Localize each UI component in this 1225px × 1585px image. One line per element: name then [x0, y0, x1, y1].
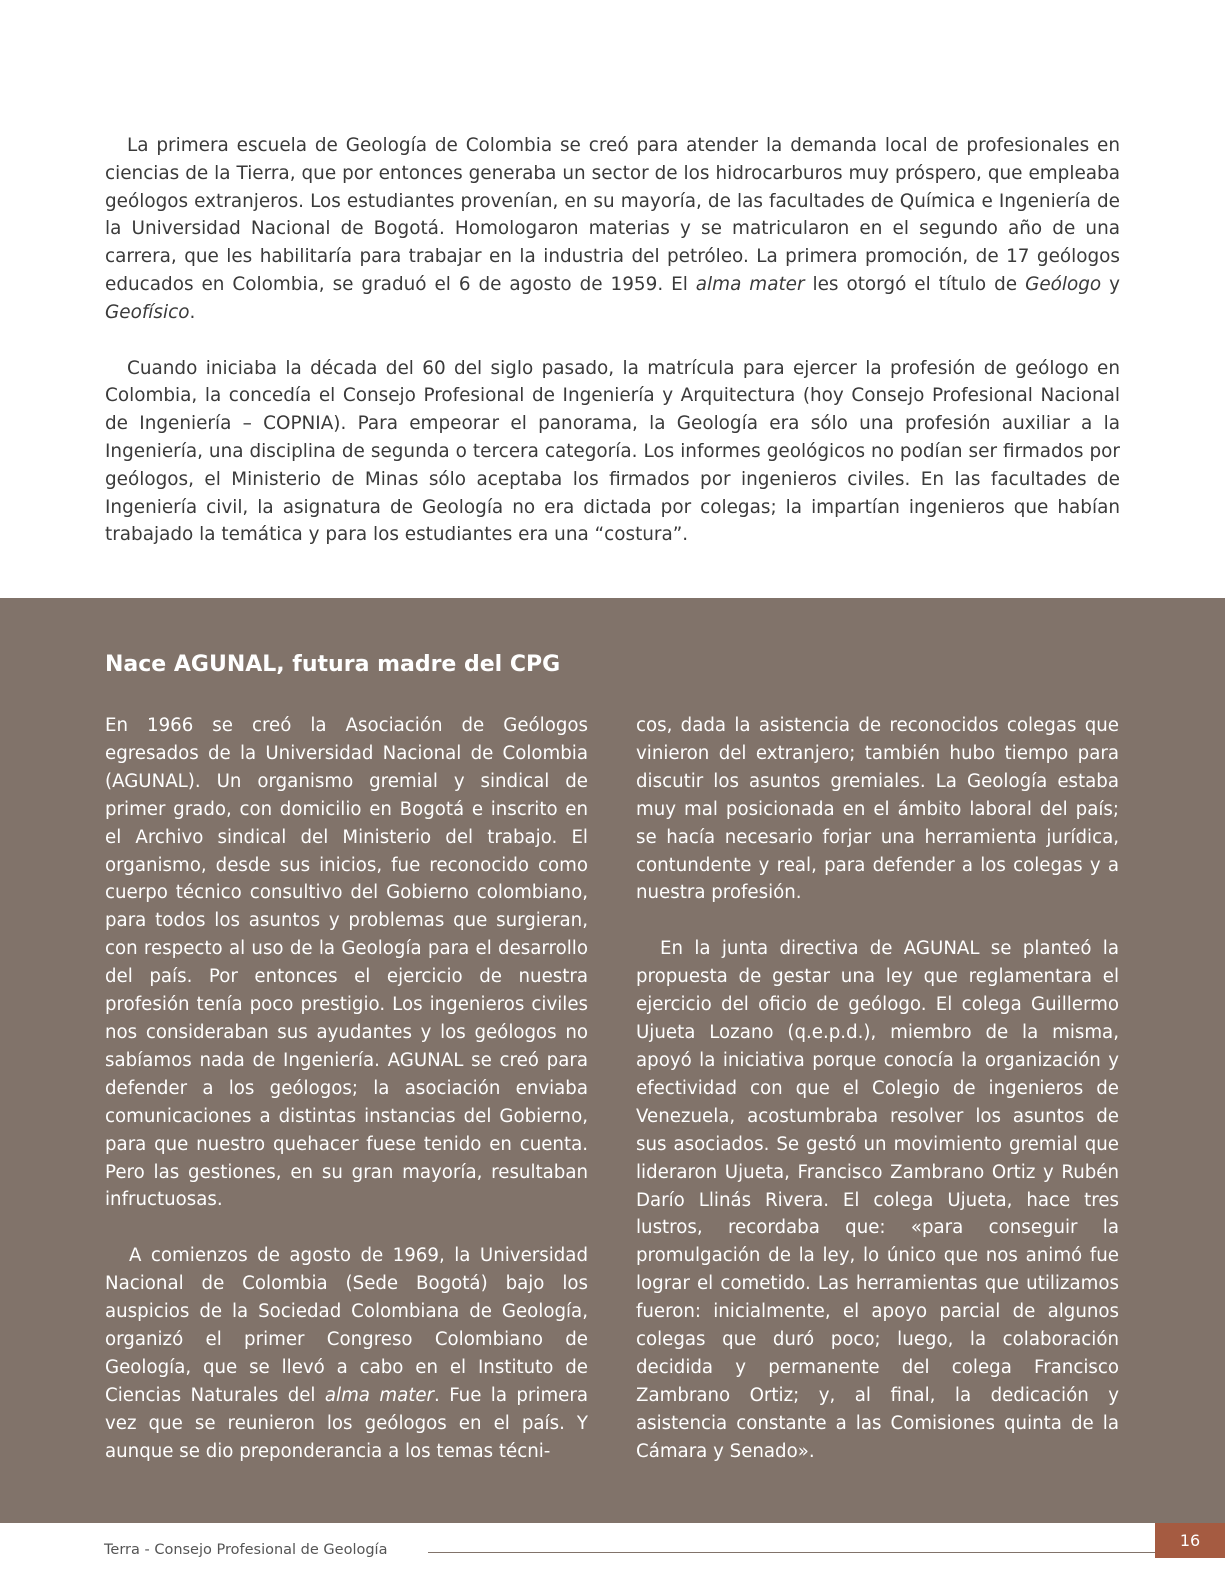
italic-term: alma mater: [324, 1384, 435, 1406]
intro-text: [105, 132, 1120, 577]
left-paragraph-1: En 1966 se creó la Asociación de Geólogos egresados de la Universidad Nacional de Colombia (AGUNAL). Un organismo gremial y sindical de primer grado, con domicilio en Bogotá e inscrito en el Archivo sindical del Ministerio del trabajo. El organismo, desde sus inicios, fue reconocido como cuerpo técnico consultivo del Gobierno colombiano, para todos los asuntos y problemas que surgieran, con respecto al uso de la Geología para el desarrollo del país. Por entonces el ejercicio de nuestra profesión tenía poco prestigio. Los ingenieros civiles nos consideraban sus ayudantes y los geólogos no sabíamos nada de Ingeniería. AGUNAL se creó para defender a los geólogos; la asociación enviaba comunicaciones a distintas instancias del Gobierno, para que nuestro quehacer fuese tenido en cuenta. Pero las gestiones, en su gran mayoría, resultaban infructuosas.: [105, 715, 588, 1211]
right-paragraph-1: cos, dada la asistencia de reconocidos colegas que vinieron del extranjero; también hubo tiempo para discutir los asuntos gremiales. La Geología estaba muy mal posicionada en el ámbito laboral del país; se hacía necesario forjar una herramienta jurídica, contundente y real, para defender a los colegas y a nuestra profesión.: [636, 715, 1119, 904]
italic-term: Geólogo: [1025, 273, 1102, 295]
intro-paragraph-1: La primera escuela de Geología de Colombia se creó para atender la demanda local de profesionales en ciencias de la Tierra, que por entonces generaba un sector de los hidrocarburos muy próspero, que empleaba geólogos extranjeros. Los estudiantes provenían, en su mayoría, de las facultades de Química e Ingeniería de la Universidad Nacional de Bogotá. Homologaron materias y se matricularon en el segundo año de una carrera, que les habilitaría para trabajar en la industria del petróleo. La primera promoción, de 17 geólogos educados en Colombia, se graduó el 6 de agosto de 1959. El alma mater les otorgó el título de Geólogo y Geofísico.: [105, 135, 1120, 323]
section-title: Nace AGUNAL, futura madre del CPG: [105, 652, 561, 677]
footer-publication: Terra - Consejo Profesional de Geología: [104, 1542, 388, 1558]
section-band: [0, 598, 1225, 1523]
italic-term: Geofísico: [105, 301, 190, 323]
italic-term: alma mater: [695, 273, 805, 295]
right-paragraph-2: En la junta directiva de AGUNAL se planteó la propuesta de gestar una ley que reglamentara el ejercicio del oficio de geólogo. El colega Guillermo Ujueta Lozano (q.e.p.d.), miembro de la misma, apoyó la iniciativa porque conocía la organización y efectividad con que el Colegio de ingenieros de Venezuela, acostumbraba resolver los asuntos de sus asociados. Se gestó un movimiento gremial que lideraron Ujueta, Francisco Zambrano Ortiz y Rubén Darío Llinás Rivera. El colega Ujueta, hace tres lustros, recordaba que: «para conseguir la promulgación de la ley, lo único que nos animó fue lograr el cometido. Las herramientas que utilizamos fueron: inicialmente, el apoyo parcial de algunos colegas que duró poco; luego, la colaboración decidida y permanente del colega Francisco Zambrano Ortiz; y, al final, la dedicación y asistencia constante a las Comisiones quinta de la Cámara y Senado».: [636, 938, 1119, 1462]
left-paragraph-2: A comienzos de agosto de 1969, la Universidad Nacional de Colombia (Sede Bogotá) bajo los auspicios de la Sociedad Colombiana de Geología, organizó el primer Congreso Colombiano de Geología, que se llevó a cabo en el Instituto de Ciencias Naturales del alma mater. Fue la primera vez que se reunieron los geólogos en el país. Y aunque se dio preponderancia a los temas técni-: [105, 1245, 588, 1462]
right-column: [636, 712, 1119, 1494]
intro-paragraph-2: Cuando iniciaba la década del 60 del siglo pasado, la matrícula para ejercer la profesión de geólogo en Colombia, la concedía el Consejo Profesional de Ingeniería y Arquitectura (hoy Consejo Profesional Nacional de Ingeniería – COPNIA). Para empeorar el panorama, la Geología era sólo una profesión auxiliar a la Ingeniería, una disciplina de segunda o tercera categoría. Los informes geológicos no podían ser firmados por geólogos, el Ministerio de Minas sólo aceptaba los firmados por ingenieros civiles. En las facultades de Ingeniería civil, la asignatura de Geología no era dictada por colegas; la impartían ingenieros que habían trabajado la temática y para los estudiantes era una “costura”.: [105, 357, 1120, 546]
page-number: 16: [1155, 1523, 1225, 1558]
left-column: [105, 712, 588, 1494]
footer-divider: [428, 1552, 1155, 1553]
